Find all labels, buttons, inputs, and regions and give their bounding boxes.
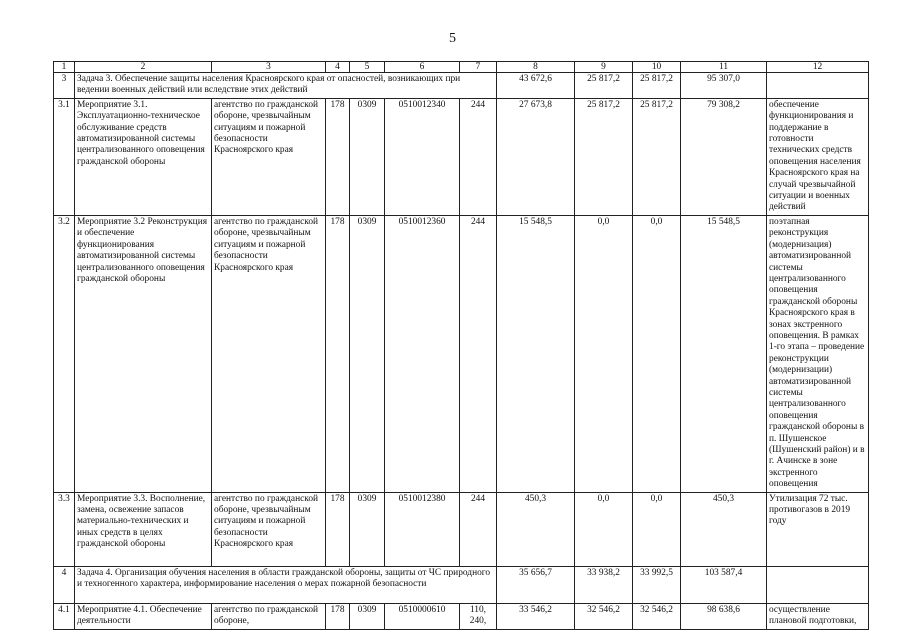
value-2021: 25 817,2 <box>633 73 681 99</box>
code-rzpr: 0309 <box>350 98 385 215</box>
responsible-agency: агентство по гражданской обороне, чрезвычайным ситуациям и пожарной безопасности Красноярского края <box>212 492 326 566</box>
responsible-agency: агентство по гражданской обороне, чрезвычайным ситуациям и пожарной безопасности Красноярского края <box>212 98 326 215</box>
responsible-agency: агентство по гражданской обороне, <box>212 603 326 629</box>
task-row <box>54 73 869 99</box>
row-number: 3 <box>54 73 75 99</box>
code-rzpr: 0309 <box>350 215 385 492</box>
value-2019: 33 546,2 <box>497 603 575 629</box>
value-2020: 0,0 <box>575 215 633 492</box>
expected-result <box>767 566 869 603</box>
row-number: 3.3 <box>54 492 75 566</box>
row-number: 3.2 <box>54 215 75 492</box>
value-2020: 32 546,2 <box>575 603 633 629</box>
value-total: 95 307,0 <box>681 73 767 99</box>
expected-result: обеспечение функционирования и поддержание в готовности технических средств оповещения населения Красноярского края на случай чрезвычайной ситуации и военных действий <box>767 98 869 215</box>
program-table <box>53 61 869 630</box>
responsible-agency: агентство по гражданской обороне, чрезвычайным ситуациям и пожарной безопасности Красноярского края <box>212 215 326 492</box>
value-2021: 33 992,5 <box>633 566 681 603</box>
measure-name: Мероприятие 4.1. Обеспечение деятельности <box>75 603 212 629</box>
column-header: 7 <box>460 62 497 73</box>
expected-result: Утилизация 72 тыс. противогазов в 2019 году <box>767 492 869 566</box>
value-2021: 0,0 <box>633 215 681 492</box>
task-title: Задача 3. Обеспечение защиты населения Красноярского края от опасностей, возникающих при ведении военных действий или вследствие этих действий <box>75 73 497 99</box>
code-grbs: 178 <box>326 603 350 629</box>
task-row <box>54 566 869 603</box>
measure-name: Мероприятие 3.3. Восполнение, замена, освежение запасов материально-технических и иных средств в целях гражданской обороны <box>75 492 212 566</box>
column-header-row <box>54 62 869 73</box>
code-rzpr: 0309 <box>350 603 385 629</box>
expected-result: осуществление плановой подготовки, <box>767 603 869 629</box>
expected-result <box>767 73 869 99</box>
value-total: 15 548,5 <box>681 215 767 492</box>
code-csr: 0510000610 <box>385 603 460 629</box>
column-header: 4 <box>326 62 350 73</box>
value-2019: 35 656,7 <box>497 566 575 603</box>
column-header: 12 <box>767 62 869 73</box>
measure-row <box>54 98 869 215</box>
row-number: 3.1 <box>54 98 75 215</box>
column-header: 2 <box>75 62 212 73</box>
row-number: 4 <box>54 566 75 603</box>
row-number: 4.1 <box>54 603 75 629</box>
measure-name: Мероприятие 3.2 Реконструкция и обеспечение функционирования автоматизированной системы централизованного оповещения гражданской обороны <box>75 215 212 492</box>
column-header: 11 <box>681 62 767 73</box>
column-header: 9 <box>575 62 633 73</box>
measure-row <box>54 215 869 492</box>
measure-name: Мероприятие 3.1. Эксплуатационно-техническое обслуживание средств автоматизированной системы централизованного оповещения гражданской обороны <box>75 98 212 215</box>
value-2019: 27 673,8 <box>497 98 575 215</box>
code-csr: 0510012380 <box>385 492 460 566</box>
code-rzpr: 0309 <box>350 492 385 566</box>
task-title: Задача 4. Организация обучения населения в области гражданской обороны, защиты от ЧС природного и техногенного характера, информирование населения о мерах пожарной безопасности <box>75 566 497 603</box>
expected-result: поэтапная реконструкция (модернизация) автоматизированной системы централизованного оповещения гражданской обороны Красноярского края в зонах экстренного оповещения. В рамках 1-го этапа – проведение реконструкции (модернизации) автоматизированной системы централизованного оповещения гражданской обороны в п. Шушенское (Шушенский район) и в г. Ачинске в зоне экстренного оповещения <box>767 215 869 492</box>
value-2019: 15 548,5 <box>497 215 575 492</box>
value-2021: 0,0 <box>633 492 681 566</box>
value-total: 79 308,2 <box>681 98 767 215</box>
value-2020: 0,0 <box>575 492 633 566</box>
column-header: 10 <box>633 62 681 73</box>
page-number: 5 <box>449 31 456 46</box>
code-csr: 0510012340 <box>385 98 460 215</box>
measure-row <box>54 603 869 629</box>
value-2020: 33 938,2 <box>575 566 633 603</box>
code-vr: 244 <box>460 492 497 566</box>
column-header: 8 <box>497 62 575 73</box>
value-2019: 43 672,6 <box>497 73 575 99</box>
code-vr: 244 <box>460 215 497 492</box>
code-grbs: 178 <box>326 215 350 492</box>
code-grbs: 178 <box>326 492 350 566</box>
measure-row <box>54 492 869 566</box>
code-vr: 244 <box>460 98 497 215</box>
column-header: 3 <box>212 62 326 73</box>
value-2020: 25 817,2 <box>575 98 633 215</box>
value-2021: 25 817,2 <box>633 98 681 215</box>
value-total: 450,3 <box>681 492 767 566</box>
column-header: 5 <box>350 62 385 73</box>
value-2020: 25 817,2 <box>575 73 633 99</box>
value-total: 98 638,6 <box>681 603 767 629</box>
value-2021: 32 546,2 <box>633 603 681 629</box>
code-vr: 110, 240, <box>460 603 497 629</box>
column-header: 6 <box>385 62 460 73</box>
value-2019: 450,3 <box>497 492 575 566</box>
value-total: 103 587,4 <box>681 566 767 603</box>
code-grbs: 178 <box>326 98 350 215</box>
column-header: 1 <box>54 62 75 73</box>
code-csr: 0510012360 <box>385 215 460 492</box>
